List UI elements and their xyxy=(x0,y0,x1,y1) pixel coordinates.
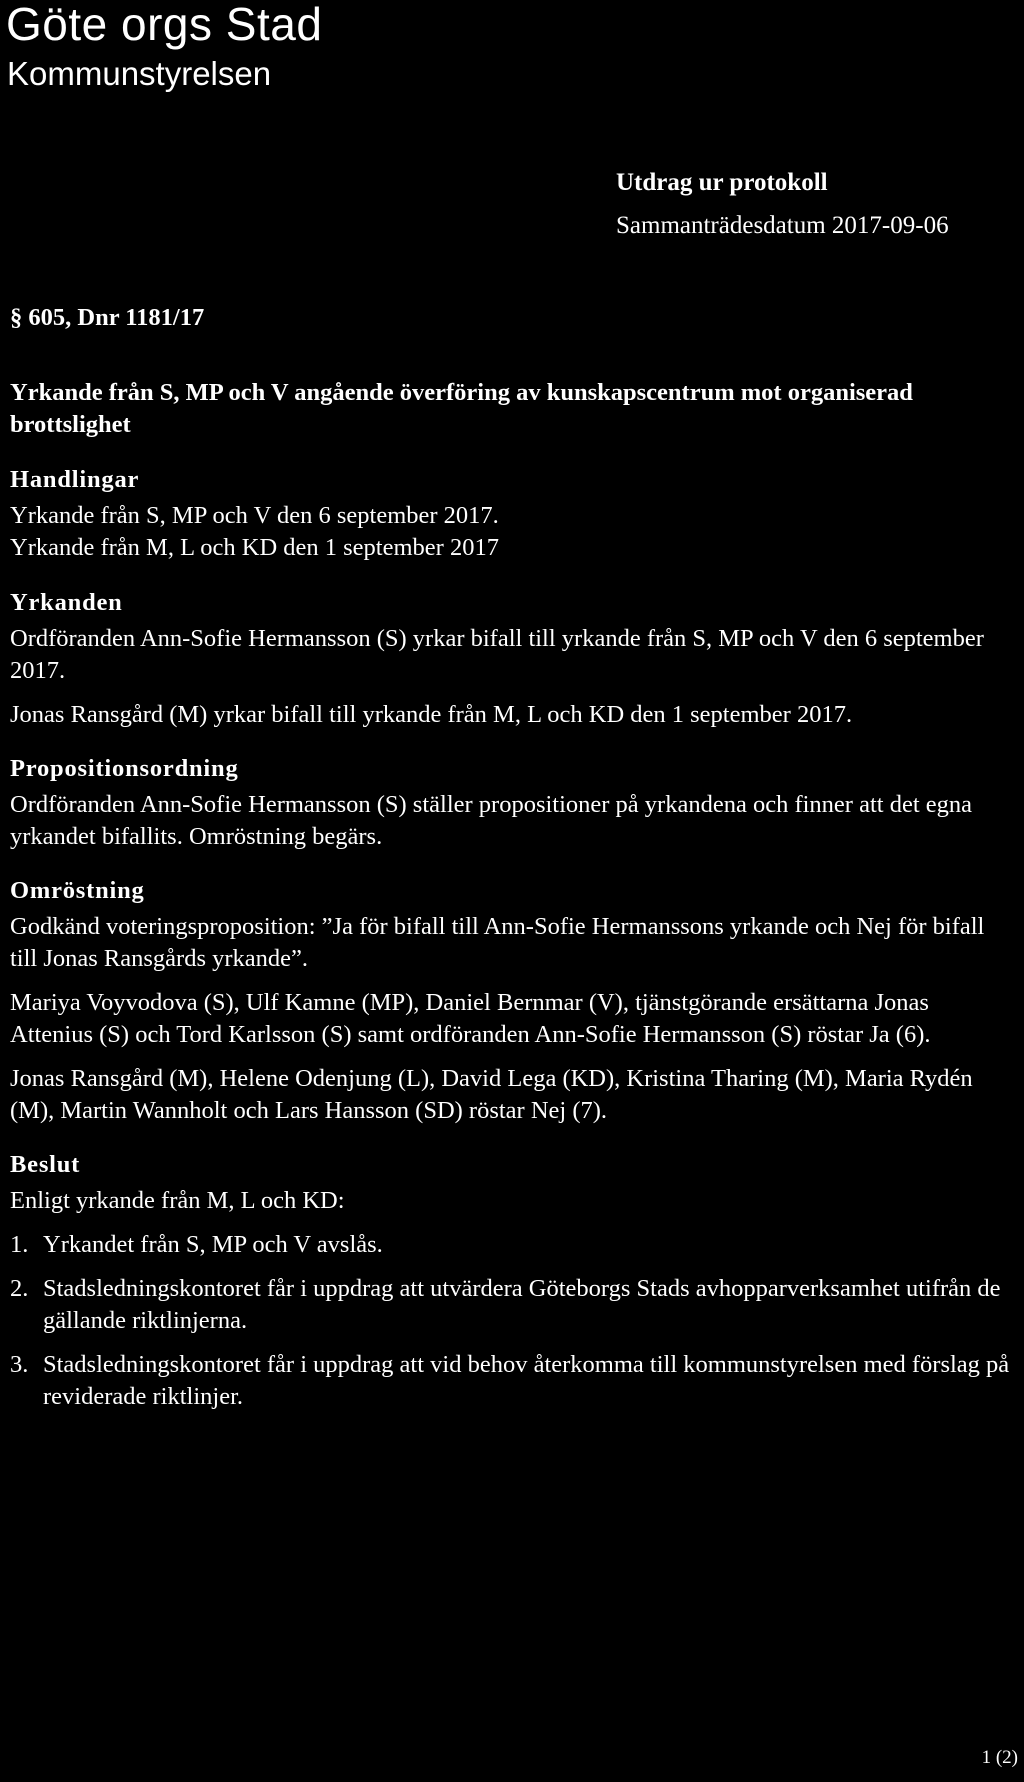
document-body xyxy=(10,302,1010,1425)
decision-item-number: 2. xyxy=(10,1275,29,1302)
section-heading-yrkanden: Yrkanden xyxy=(10,589,123,616)
handlingar-line: Yrkande från M, L och KD den 1 september 2017 xyxy=(10,534,499,561)
decision-item xyxy=(10,1229,1010,1261)
handlingar-line: Yrkande från S, MP och V den 6 september 2017. xyxy=(10,502,499,529)
decision-list xyxy=(10,1229,1010,1413)
omrostning-paragraph: Godkänd voteringsproposition: ”Ja för bifall till Ann-Sofie Hermanssons yrkande och Nej för bifall till Jonas Ransgårds yrkande”. xyxy=(10,913,985,972)
meeting-date: Sammanträdesdatum 2017-09-06 xyxy=(616,212,949,239)
decision-item-text: Stadsledningskontoret får i uppdrag att vid behov återkomma till kommunstyrelsen med förslag på reviderade riktlinjer. xyxy=(43,1351,1010,1410)
decision-item-text: Yrkandet från S, MP och V avslås. xyxy=(43,1231,383,1258)
beslut-intro: Enligt yrkande från M, L och KD: xyxy=(10,1187,345,1214)
yrkanden-paragraph: Ordföranden Ann-Sofie Hermansson (S) yrkar bifall till yrkande från S, MP och V den 6 september 2017. xyxy=(10,625,984,684)
section-heading-handlingar: Handlingar xyxy=(10,466,140,493)
omrostning-paragraph: Jonas Ransgård (M), Helene Odenjung (L), David Lega (KD), Kristina Tharing (M), Maria Rydén (M), Martin Wannholt och Lars Hansson (SD) röstar Nej (7). xyxy=(10,1065,973,1124)
propositionsordning-paragraph: Ordföranden Ann-Sofie Hermansson (S) ställer propositioner på yrkandena och finner att det egna yrkandet bifallits. Omröstning begärs. xyxy=(10,791,973,850)
organization-name: Göte orgs Stad xyxy=(6,0,323,50)
decision-item-text: Stadsledningskontoret får i uppdrag att utvärdera Göteborgs Stads avhopparverksamhet utifrån de gällande riktlinjerna. xyxy=(43,1275,1001,1334)
case-reference: § 605, Dnr 1181/17 xyxy=(10,304,205,331)
yrkanden-paragraph: Jonas Ransgård (M) yrkar bifall till yrkande från M, L och KD den 1 september 2017. xyxy=(10,701,853,728)
decision-item-number: 3. xyxy=(10,1351,29,1378)
document-type: Utdrag ur protokoll xyxy=(616,169,828,196)
decision-item xyxy=(10,1349,1010,1413)
decision-item-number: 1. xyxy=(10,1231,29,1258)
case-title: Yrkande från S, MP och V angående överföring av kunskapscentrum mot organiserad brottslighet xyxy=(10,379,913,438)
section-heading-propositionsordning: Propositionsordning xyxy=(10,755,239,782)
section-heading-omrostning: Omröstning xyxy=(10,877,145,904)
handlingar-list xyxy=(10,500,1010,564)
omrostning-paragraph: Mariya Voyvodova (S), Ulf Kamne (MP), Daniel Bernmar (V), tjänstgörande ersättarna Jonas Attenius (S) och Tord Karlsson (S) samt ordföranden Ann-Sofie Hermansson (S) röstar Ja (6). xyxy=(10,989,931,1048)
section-heading-beslut: Beslut xyxy=(10,1151,81,1178)
organization-unit: Kommunstyrelsen xyxy=(7,55,272,92)
decision-item xyxy=(10,1273,1010,1337)
page-number: 1 (2) xyxy=(981,1747,1018,1768)
